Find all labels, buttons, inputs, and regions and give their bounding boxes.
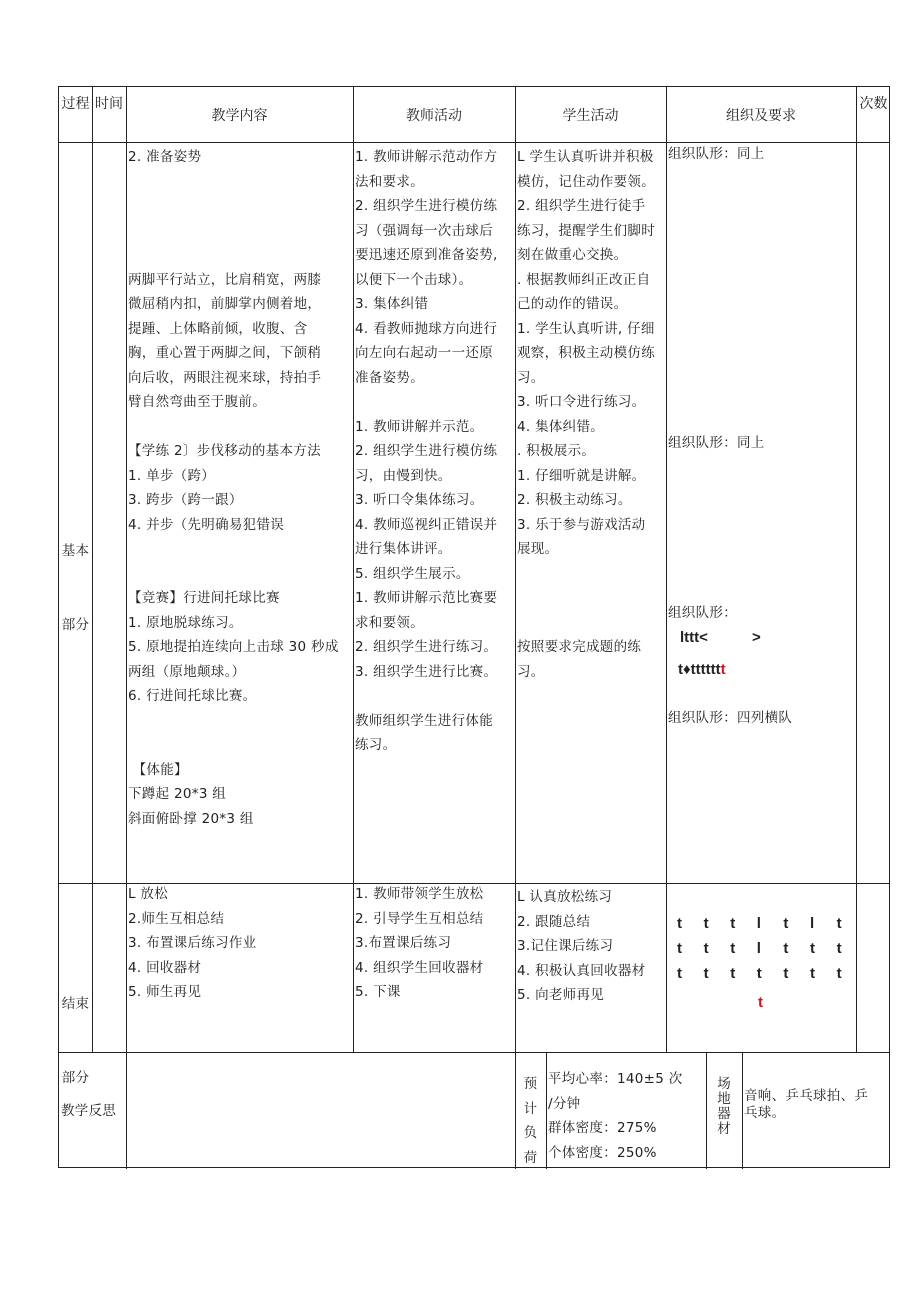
student-line: L 认真放松练习 (517, 889, 613, 905)
col-divider (126, 87, 127, 1169)
formation-mark: t (756, 965, 762, 982)
formation-symbols-teacher: t (720, 661, 726, 678)
formation-row (677, 936, 863, 961)
load-label-char: 负 (523, 1125, 538, 1141)
end-formation-grid (677, 911, 863, 986)
col-divider (92, 87, 93, 1052)
student-line: 4. 积极认真回收器材 (517, 962, 646, 979)
content-line: 4. 回收器材 (128, 959, 202, 976)
content-line (128, 194, 352, 219)
content-line (128, 243, 352, 268)
teacher-line: 1. 教师讲解并示范。 (355, 418, 484, 435)
student-line: 3. 乐于参与游戏活动 (517, 516, 646, 533)
end-teacher-mark: t (758, 994, 763, 1011)
end-label-line: 结束 (61, 996, 90, 1012)
formation-mark: t (730, 965, 736, 982)
formation-mark: l (756, 940, 761, 957)
col-divider (742, 1052, 743, 1169)
content-line: 两组（原地颠球。） (128, 663, 246, 680)
equipment-line: 音响、乒乓球拍、乒 (744, 1088, 869, 1104)
content-line: 【学练 2〕步伐移动的基本方法 (128, 443, 321, 459)
formation-symbols-1: lttt< (680, 629, 708, 646)
content-line: 5. 师生再见 (128, 984, 202, 1000)
student-line: 练习，提醒学生们脚时 (517, 222, 655, 239)
student-line (517, 562, 666, 587)
formation-mark: t (703, 915, 709, 932)
formation-mark: t (677, 915, 682, 932)
col-divider (546, 1052, 547, 1169)
content-line: 提踵、上体略前倾，收腹、含 (128, 320, 308, 337)
teacher-line: 习（强调每一次击球后 (355, 222, 493, 239)
formation-mark: t (783, 965, 789, 982)
col-divider (856, 87, 857, 1052)
end-student-activities (517, 885, 666, 1008)
teacher-line: 2. 引导学生互相总结 (355, 910, 484, 927)
end-label-line: 部分 (61, 1069, 90, 1086)
content-line: 【体能】 (128, 761, 188, 778)
content-line (128, 219, 352, 244)
teacher-line: 准备姿势。 (355, 369, 424, 386)
content-line: 向后收，两眼注视来球，持拍手 (128, 369, 322, 386)
content-line: 5. 原地提拍连续向上击球 30 秒成 (128, 639, 339, 655)
content-line: 下蹲起 20*3 组 (128, 786, 227, 802)
content-line (128, 709, 352, 734)
equipment-label-char: 场 (717, 1076, 731, 1092)
header-time: 时间 (95, 96, 123, 112)
student-line: . 积极展示。 (517, 443, 596, 459)
col-divider (666, 87, 667, 1052)
load-values (548, 1067, 706, 1165)
basic-student-activities (517, 145, 666, 684)
basic-label (59, 490, 92, 686)
content-line (128, 733, 352, 758)
content-line: 2. 准备姿势 (128, 149, 202, 165)
teacher-line: 3. 听口令集体练习。 (355, 492, 484, 508)
teacher-line: 1. 教师讲解示范动作方 (355, 149, 498, 165)
teacher-line: 4. 看教师抛球方向进行 (355, 320, 498, 337)
formation-mark: t (809, 940, 815, 957)
org-formation-2: 组织队形：同上 (668, 435, 765, 451)
content-line (128, 415, 352, 440)
equipment-label (706, 1077, 742, 1137)
org-formation-3: 组织队形： (668, 605, 737, 621)
student-line: 4. 集体纠错。 (517, 418, 605, 435)
content-line: 臂自然弯曲至于腹前。 (128, 394, 266, 410)
formation-mark: t (677, 940, 682, 957)
content-line: 1. 原地脱球练习。 (128, 614, 243, 631)
content-line: 两脚平行站立，比肩稍宽，两膝 (128, 271, 322, 288)
formation-mark: t (783, 940, 789, 957)
student-line: 2. 跟随总结 (517, 913, 591, 930)
content-line: 3. 跨步（跨一跟） (128, 492, 243, 508)
formation-symbols-2 (678, 661, 726, 678)
header-student: 学生活动 (562, 108, 619, 124)
teacher-line: 习，由慢到快。 (355, 467, 452, 484)
formation-mark: t (836, 940, 842, 957)
student-line (517, 586, 666, 611)
formation-row (677, 961, 863, 986)
end-teacher-activities (355, 882, 515, 1005)
student-line: 刻在做重心交换。 (517, 247, 628, 263)
student-line: 己的动作的错误。 (517, 296, 628, 312)
content-line: 斜面俯卧撑 20*3 组 (128, 810, 254, 827)
equipment-line: 乓球。 (744, 1105, 786, 1121)
header-count: 次数 (859, 96, 888, 112)
student-line: 按照要求完成题的练 (517, 639, 642, 655)
formation-mark: t (730, 915, 736, 932)
teacher-line: 进行集体讲评。 (355, 541, 452, 557)
content-line: 1. 单步（跨） (128, 467, 216, 484)
formation-symbols-1b: > (752, 629, 761, 646)
formation-symbols-students: t♦tttttt (678, 661, 721, 678)
formation-row (677, 911, 863, 936)
load-label-char: 计 (523, 1100, 538, 1117)
formation-mark: t (836, 965, 842, 982)
load-label-char: 荷 (523, 1149, 538, 1166)
teacher-line: 5. 下课 (355, 984, 401, 1000)
content-line: 微屈稍内扣，前脚掌内侧着地， (128, 296, 322, 312)
formation-mark: t (730, 940, 736, 957)
student-line: 2. 组织学生进行徒手 (517, 198, 646, 214)
student-line: 展现。 (517, 541, 559, 557)
lesson-plan-table (58, 86, 890, 1168)
load-line: 平均心率：140±5 次 (548, 1071, 683, 1087)
teacher-line: 3. 集体纠错 (355, 296, 429, 312)
content-line (128, 562, 352, 587)
teacher-line: 2. 组织学生进行模仿练 (355, 443, 498, 459)
formation-mark: t (809, 965, 815, 982)
student-line: 习。 (517, 369, 545, 386)
equipment-label-char: 器 (717, 1106, 731, 1122)
load-line: 个体密度：250% (548, 1144, 657, 1161)
load-line: 群体密度：275% (548, 1120, 657, 1136)
student-line: 3. 听口令进行练习。 (517, 394, 646, 410)
student-line: 1. 学生认真听讲, 仔细 (517, 320, 655, 337)
teacher-line: 1. 教师带领学生放松 (355, 886, 484, 902)
student-line: 习。 (517, 663, 545, 680)
formation-mark: t (783, 915, 789, 932)
header-process: 过程 (61, 96, 90, 112)
teacher-line: 要迅速还原到准备姿势, (355, 247, 498, 263)
load-label-char: 预 (523, 1076, 538, 1092)
basic-content (128, 145, 352, 831)
student-line: 模仿，记住动作要领。 (517, 173, 655, 190)
student-line: . 根据教师纠正改正自 (517, 271, 651, 288)
teacher-line (355, 684, 515, 709)
formation-mark: t (703, 940, 709, 957)
basic-label-line: 部分 (61, 616, 90, 633)
teacher-line: 以便下一个击球）。 (355, 271, 473, 288)
teacher-line: 1. 教师讲解示范比赛要 (355, 590, 498, 606)
student-line: 2. 积极主动练习。 (517, 492, 632, 508)
teacher-line: 求和要领。 (355, 614, 424, 631)
end-content (128, 882, 352, 1005)
teacher-line: 法和要求。 (355, 173, 424, 190)
formation-mark: t (703, 965, 709, 982)
teacher-line: 教师组织学生进行体能 (355, 712, 493, 729)
basic-teacher-activities (355, 145, 515, 758)
header-content: 教学内容 (211, 108, 268, 124)
load-label (515, 1072, 546, 1170)
content-line: 2.师生互相总结 (128, 910, 225, 927)
content-line: 6. 行进间托球比赛。 (128, 688, 257, 704)
load-line: /分钟 (548, 1095, 581, 1112)
teacher-line: 向左向右起动一一还原 (355, 345, 493, 361)
org-formation-4: 组织队形：四列横队 (668, 710, 793, 726)
content-line: 3. 布置课后练习作业 (128, 935, 257, 951)
formation-mark: l (756, 915, 761, 932)
student-line: 观察，积极主动模仿练 (517, 345, 655, 361)
teacher-line (355, 390, 515, 415)
row-divider (59, 1052, 889, 1053)
formation-mark: t (836, 915, 842, 932)
content-line: 胸，重心置于两脚之间，下颌稍 (128, 345, 322, 361)
student-line: 1. 仔细听就是讲解。 (517, 467, 646, 484)
teacher-line: 4. 教师巡视纠正错误并 (355, 516, 498, 533)
student-line: 5. 向老师再见 (517, 987, 605, 1003)
teacher-line: 2. 组织学生进行模仿练 (355, 198, 498, 214)
reflection-label: 教学反思 (61, 1103, 117, 1119)
teacher-line: 练习。 (355, 737, 397, 753)
content-line (128, 170, 352, 195)
col-divider (515, 87, 516, 1169)
content-line (128, 537, 352, 562)
header-teacher: 教师活动 (406, 108, 462, 124)
content-line: 【竞赛】行进间托球比赛 (128, 590, 280, 606)
teacher-line: 2. 组织学生进行练习。 (355, 639, 498, 655)
teacher-line: 3.布置课后练习 (355, 935, 452, 951)
equipment-label-char: 地 (717, 1091, 731, 1107)
content-line: L 放松 (128, 886, 169, 902)
content-line: 4. 并步（先明确易犯错误 (128, 516, 285, 533)
teacher-line: 4. 组织学生回收器材 (355, 959, 484, 976)
teacher-line: 5. 组织学生展示。 (355, 565, 470, 582)
basic-label-line: 基本 (61, 543, 90, 559)
col-divider (353, 87, 354, 1052)
teacher-line: 3. 组织学生进行比赛。 (355, 663, 498, 680)
student-line: 3.记住课后练习 (517, 938, 614, 954)
formation-mark: l (809, 915, 815, 932)
equipment-label-char: 材 (717, 1121, 731, 1137)
student-line (517, 611, 666, 636)
header-org: 组织及要求 (726, 108, 796, 124)
equipment-values (744, 1088, 890, 1122)
org-formation-1: 组织队形：同上 (668, 146, 765, 162)
formation-mark: t (677, 965, 682, 982)
student-line: L 学生认真听讲并积极 (517, 149, 654, 165)
